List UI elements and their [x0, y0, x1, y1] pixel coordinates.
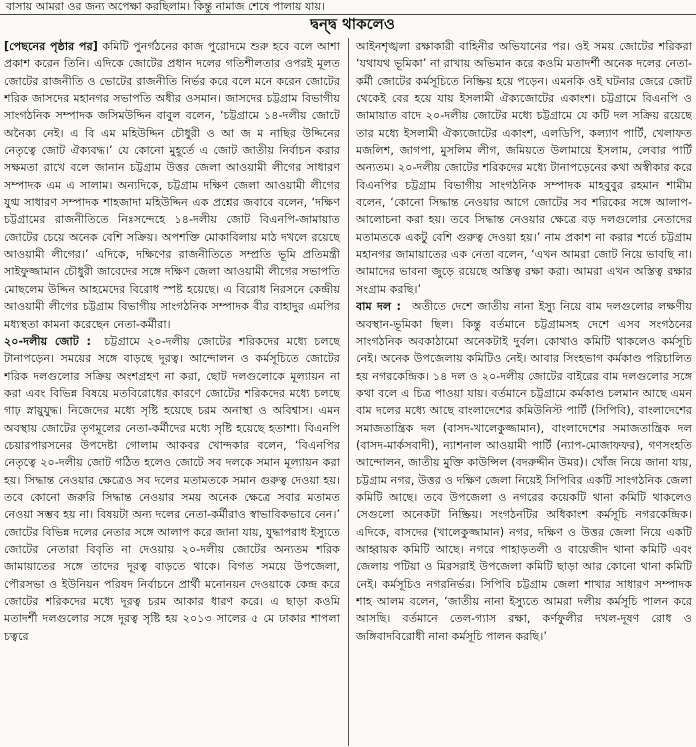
right-paragraph-1: আইনশৃঙ্খলা রক্ষাকারী বাহিনীর অভিযানের পর। ওই সময় জোটের শরিকরা ‘যথাযথ ভূমিকা’ না রাখায় অভিমান করে কওমি মতাদর্শী অনেক দলের নেতা-কর্মী জোটের কর্মসূচিতে নিষ্ক্রিয় হয়ে পড়েন। এমনকি ওই ঘটনার জেরে জোট থেকেই বের হয়ে যায় ইসলামী ঐক্যজোটের একাংশ। চট্টগ্রামে বিএনপি ও জামায়াত বাদে ২০-দলীয় জোটের মধ্যে চট্টগ্রামে যে কটি দল সক্রিয় রয়েছে তার মধ্যে ইসলামী ঐক্যজোটের একাংশ, এলডিপি, কল্যাণ পার্টি, খেলাফত মজলিশ, জাগপা, মুসলিম লীগ, জমিয়তে উলামায়ে ইসলাম, লেবার পার্টি অন্যতম। ২০-দলীয় জোটের শরিকদের মধ্যে টানাপড়েনের কথা অস্বীকার করে বিএনপির চট্টগ্রাম বিভাগীয় সাংগঠনিক সম্পাদক মাহবুবুর রহমান শামীম বলেন, ‘কোনো সিদ্ধান্ত নেওয়ার আগে জোটের সব শরিকের সঙ্গে আলাপ-আলোচনা করা হয়। তবে সিদ্ধান্ত নেওয়ার ক্ষেত্রে বড় দলগুলোর নেতাদের মতামতকে একটু বেশি গুরুত্ব দেওয়া হয়।’ নাম প্রকাশ না করার শর্তে চট্টগ্রাম মহানগর জামায়াতের এক নেতা বলেন, ‘এখন আমরা জোট নিয়ে ভাবছি না। আমাদের ভাবনা জুড়ে রয়েছে অস্তিত্ব রক্ষা করা। আমরা এখন অস্তিত্ব রক্ষার সংগ্রাম করছি।’ [356, 40, 692, 296]
right-column [356, 38, 692, 746]
alliance-20-text: চট্টগ্রামে ২০-দলীয় জোটের শরিকদের মধ্যে চলছে টানাপড়েন। সময়ের সঙ্গে বাড়ছে দূরত্ব। আন্দোলন ও কর্মসূচিতে জোটের শরিক দলগুলোর সক্রিয় অংশগ্রহণ না করা, ছোট দলগুলোকে মূল্যায়ন না করা এবং বিভিন্ন বিষয়ে মতবিরোধের কারণে জোটের শরিকদের মধ্যে চলছে গাঢ় স্নায়ুযুদ্ধ। নিজেদের মধ্যে সৃষ্টি হয়েছে চরম অনাস্থা ও অবিশ্বাস। এমন অবস্থায় জোটের তৃণমূলের নেতা-কর্মীদের মধ্যে সৃষ্টি হয়েছে হতাশা। বিএনপি চেয়ারপারসনের উপদেষ্টা গোলাম আকবর খোন্দকার বলেন, ‘বিএনপির নেতৃত্বে ২০-দলীয় জোট গঠিত হলেও জোটে সব দলকে সমান মূল্যায়ন করা হয়। সিদ্ধান্ত নেওয়ার ক্ষেত্রেও সব দলের মতামতকে সমান গুরুত্ব দেওয়া হয়। তবে কোনো জরুরি সিদ্ধান্ত নেওয়ার সময় অনেক ক্ষেত্রে সবার মতামত নেওয়া সম্ভব হয় না। বিষয়টা অন্য দলের নেতা-কর্মীরাও স্বাভাবিকভাবে নেন।’ জোটের বিভিন্ন দলের নেতার সঙ্গে আলাপ করে জানা যায়, যুদ্ধাপরাধ ইস্যুতে জোটের নেতারা বিবৃতি না দেওয়ায় ২০-দলীয় জোটের অন্যতম শরিক জামায়াতের সঙ্গে তাদের দূরত্ব বাড়তে থাকে। বিগত সময়ে উপজেলা, পৌরসভা ও ইউনিয়ন পরিষদ নির্বাচনে প্রার্থী মনোনয়ন দেওয়াকে কেন্দ্র করে জোটের শরিকদের মধ্যে দূরত্ব চরম আকার ধারণ করে। এ ছাড়া কওমি মতাদর্শী দলগুলোর সঙ্গে দূরত্ব সৃষ্টি হয় ২০১৩ সালের ৫ মে ঢাকার শাপলা চত্বরে [4, 334, 340, 643]
column-divider [348, 38, 349, 746]
article-headline: দ্বন্দ্ব থাকলেও [310, 15, 395, 33]
left-column [4, 38, 340, 746]
alliance-20-subhead: ২০-দলীয় জোট : [4, 334, 91, 348]
left-intro-paragraph [4, 38, 340, 333]
continuation-kicker: [ পেছনের পৃষ্ঠার পর ] [4, 40, 98, 53]
left-parties-paragraph [356, 298, 692, 645]
left-parties-subhead: বাম দল : [356, 300, 401, 314]
left-intro-text: কমিটি পুনর্গঠনের কাজ পুরোদমে শুরু হবে বলে আশা প্রকাশ করেন তিনি। এদিকে জোটের প্রধান দলের গতিশীলতার ওপরই মূলত জোটের রাজনীতি ও ভোটের রাজনীতি নির্ভর করে বলে মনে করেন জোটের শরিক জাসদের মহানগর সভাপতি অধীর ওসমান। জাসদের চট্টগ্রাম বিভাগীয় সাংগঠনিক সম্পাদক জসিমউদ্দিন বাবুল বলেন, ‘চট্টগ্রামে ১৪-দলীয় জোটে অনৈক্য নেই। এ বি এম মহিউদ্দিন চৌধুরী ও আ জ ম নাছির উদ্দিনের নেতৃত্বে জোট ঐক্যবদ্ধ।’ যে কোনো মুহূর্তে এ জোট জাতীয় নির্বাচন করার সক্ষমতা রাখে বলে জানান চট্টগ্রাম উত্তর জেলা আওয়ামী লীগের সাধারণ সম্পাদক এম এ সালাম। অন্যদিকে, চট্টগ্রাম দক্ষিণ জেলা আওয়ামী লীগের যুগ্ম সাধারণ সম্পাদক শাহজাদা মহিউদ্দিন এক প্রশ্নের জবাবে বলেন, ‘দক্ষিণ চট্টগ্রামের রাজনীতিতে নিঃসন্দেহে ১৪-দলীয় জোট বিএনপি-জামায়াত জোটের চেয়ে অনেক বেশি সক্রিয়। অপশক্তি মোকাবিলায় মাঠ দখলে রয়েছে আওয়ামী লীগের।’ এদিকে, দক্ষিণের রাজনীতিতে সম্প্রতি ভূমি প্রতিমন্ত্রী সাইফুজ্জামান চৌধুরী জাবেদের সঙ্গে দক্ষিণ জেলা আওয়ামী লীগের সভাপতি মোছলেম উদ্দিন আহমেদের বিরোধ স্পষ্ট হয়েছে। এ বিরোধ নিরসনে কেন্দ্রীয় আওয়ামী লীগের চট্টগ্রাম বিভাগীয় সাংগঠনিক সম্পাদক বীর বাহাদুর এমপির মধ্যস্থতা কামনা করেছেন নেতা-কর্মীরা। [4, 40, 340, 331]
alliance-20-paragraph [4, 333, 340, 645]
previous-article-text: বাসায় আমরা ওর জন্য অপেক্ষা করছিলাম। কিন্তু নামাজ শেষে পালায় যায়। [6, 0, 325, 13]
left-parties-text: অতীতে দেশে জাতীয় নানা ইস্যু নিয়ে বাম দলগুলোর লক্ষণীয় অবস্থান-ভূমিকা ছিল। কিন্তু বর্তমানে চট্টগ্রামসহ দেশে এসব সংগঠনের সাংগঠনিক অবকাঠামো অনেকটাই দুর্বল। কোথাও কমিটি থাকলেও কর্মসূচি নেই। অনেক উপজেলায় কমিটিও নেই। আবার সিংহভাগ কর্মকাণ্ড পরিচালিত হয় নগরকেন্দ্রিক। ১৪ দল ও ২০-দলীয় জোটের বাইরের বাম দলগুলোর সঙ্গে কথা বলে এ চিত্র পাওয়া যায়। বর্তমানে চট্টগ্রামে কর্মকাণ্ড চলমান আছে এমন বাম দলের মধ্যে আছে বাংলাদেশের কমিউনিস্ট পার্টি (সিপিবি), বাংলাদেশের সমাজতান্ত্রিক দল (বাসদ-খালেকুজ্জামান), বাংলাদেশের সমাজতান্ত্রিক দল (বাসদ-মার্কসবাদী), ন্যাশনাল আওয়ামী পার্টি (ন্যাপ-মোজাফফর), গণসংহতি আন্দোলন, জাতীয় মুক্তি কাউন্সিল (বদরুদ্দীন উমর)। খোঁজ নিয়ে জানা যায়, চট্টগ্রাম নগর, উত্তর ও দক্ষিণ জেলা নিয়েই সিপিবির একটি সাংগঠনিক জেলা কমিটি আছে। তবে উপজেলা ও নগরের কয়েকটি থানা কমিটি থাকলেও সেগুলো অনেকটা নিষ্ক্রিয়। সংগঠনটির অধিকাংশ কর্মসূচি নগরকেন্দ্রিক। এদিকে, বাসদের (খালেকুজ্জামান) নগর, দক্ষিণ ও উত্তর জেলা নিয়ে একটি আহ্বায়ক কমিটি আছে। নগরে পাহাড়তলী ও বায়েজীদ থানা কমিটি এবং জেলায় পটিয়া ও মিরসরাই উপজেলা কমিটি ছাড়া আর কোনো থানা কমিটি নেই। কর্মসূচিও নগরনির্ভর। সিপিবি চট্টগ্রাম জেলা শাখার সাধারণ সম্পাদক শাহ আলম বলেন, ‘জাতীয় নানা ইস্যুতে আমরা দলীয় কর্মসূচি পালন করে আসছি। বর্তমানে তেল-গ্যাস রক্ষা, কর্ণফুলীর দখল-দূষণ রোধ ও জঙ্গিবাদবিরোধী নানা কর্মসূচি পালন করছি।’ [356, 300, 692, 643]
